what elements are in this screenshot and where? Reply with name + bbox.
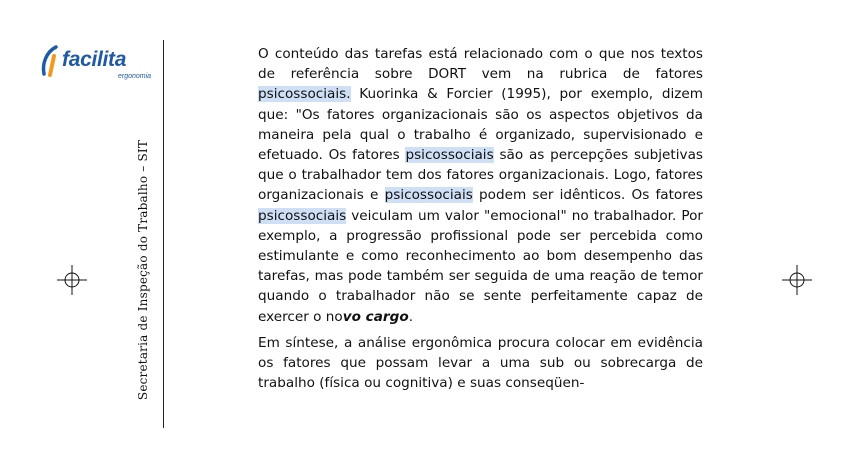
logo-subtitle: ergonomia [118, 73, 152, 80]
highlighted-term: psicossociais [258, 207, 347, 224]
paragraph-2: Em síntese, a análise ergonômica procura colocar em evidência os fatores que possam levar a uma sub ou sobrecarga de trabalho (física ou cognitiva) e suas conseqüen- [258, 334, 703, 392]
registration-mark-icon [782, 265, 812, 295]
logo-mark-icon [40, 44, 62, 78]
text-run: Kuorinka & Forcier (1995), por exemplo, dizem que: "Os fatores organizacionais são os aspectos objetivos da maneira pela qual o trabalho é organizado, supervisionado e efetuado. Os fatores [258, 86, 703, 164]
emphasis-text: vo cargo [342, 308, 409, 325]
text-run: veiculam um valor "emocional" no trabalhador. Por exemplo, a progressão profissional pode ser percebida como estimulante e como reconhecimento ao bom desempenho das tarefas, mas pode também ser seguida de uma reação de temor quando o trabalhador não se sente perfeitamente capaz de exercer o no [258, 207, 703, 325]
side-label: Secretaria de Inspeção do Trabalho – SIT [136, 139, 150, 401]
highlighted-term: psicossociais. [258, 86, 351, 103]
facilita-logo [40, 44, 150, 84]
highlighted-term: psicossociais [384, 187, 473, 204]
margin-rule [163, 40, 164, 428]
text-run: são as percepções subjetivas que o trabalhador tem dos fatores organizacionais. Logo, fatores organizacionais e [258, 147, 703, 204]
text-run: podem ser idênticos. Os fatores [472, 187, 703, 204]
highlighted-term: psicossociais [405, 147, 494, 164]
text-run: O conteúdo das tarefas está relacionado com o que nos textos de referência sobre DORT vem na rubrica de fatores [258, 46, 703, 83]
registration-mark-icon [57, 265, 87, 295]
paragraph-1 [258, 44, 703, 327]
side-label-container [132, 120, 154, 420]
logo-wordmark: facilita [62, 48, 127, 71]
text-run: . [408, 308, 414, 325]
body-text [258, 44, 703, 393]
